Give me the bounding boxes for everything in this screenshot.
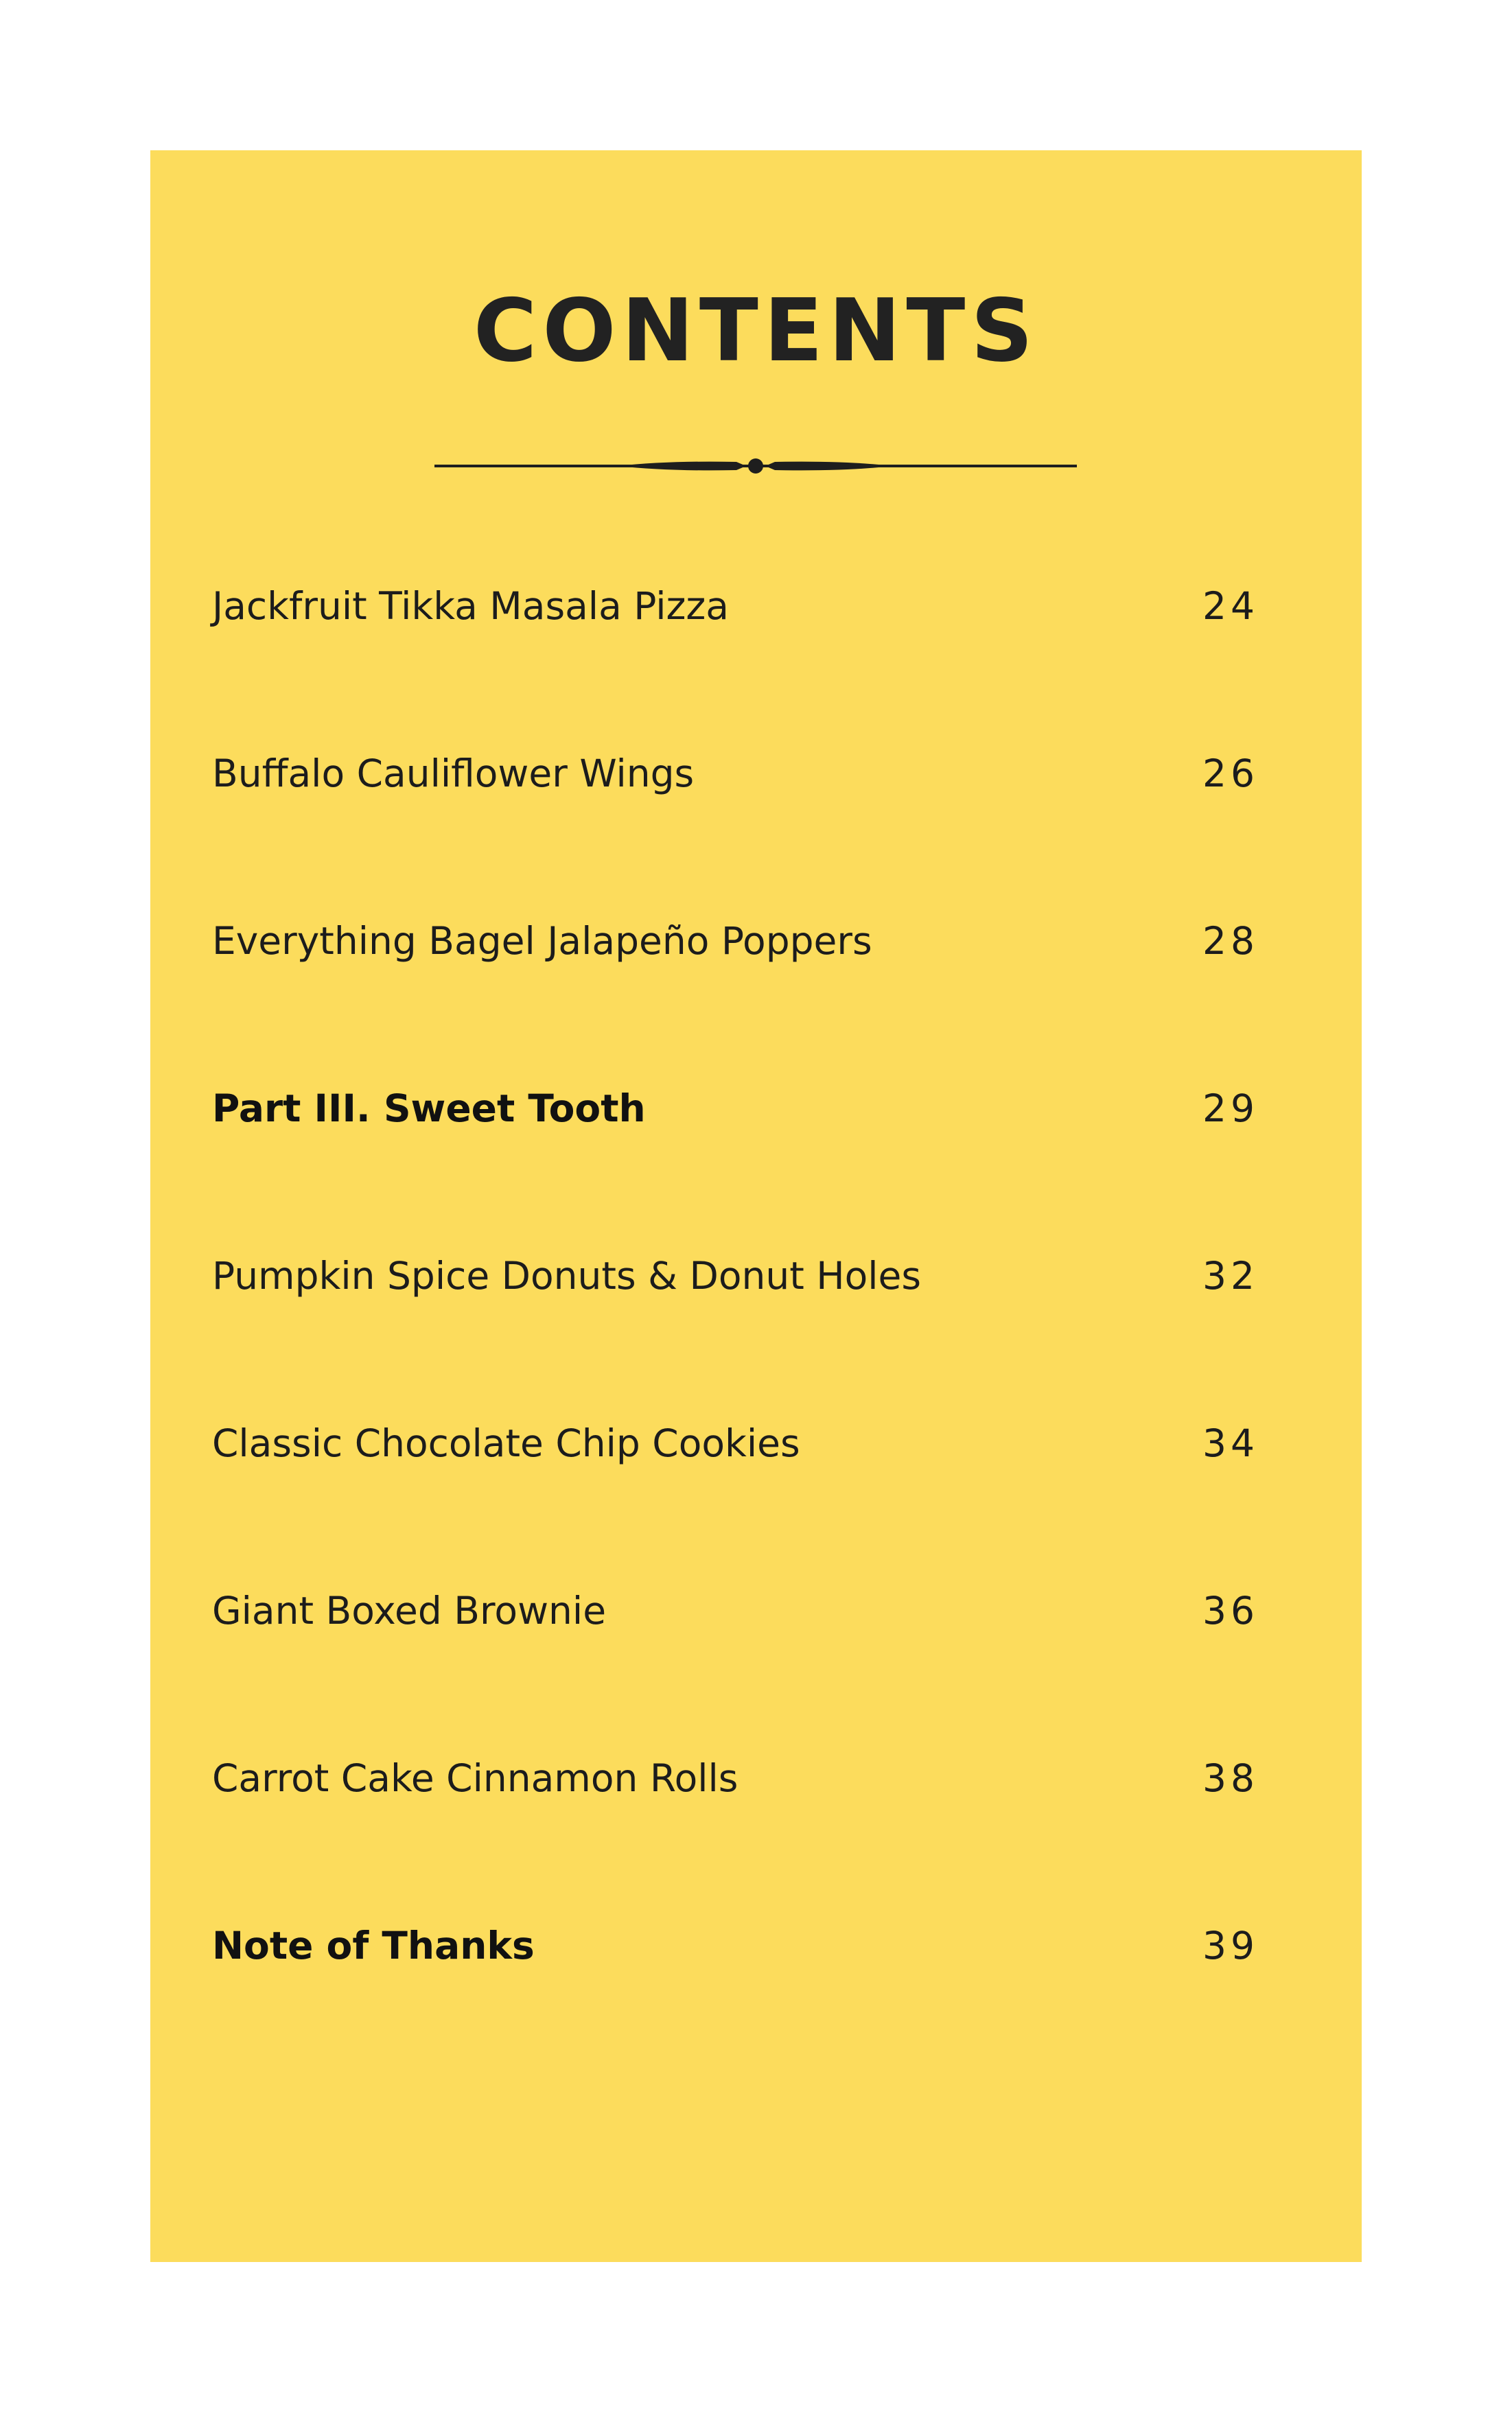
entry-page-number: 39 bbox=[1202, 1924, 1259, 1968]
contents-entry[interactable] bbox=[212, 918, 1259, 1086]
entry-title: Jackfruit Tikka Masala Pizza bbox=[212, 584, 729, 628]
page-title: CONTENTS bbox=[473, 280, 1039, 381]
entry-title: Pumpkin Spice Donuts & Donut Holes bbox=[212, 1254, 922, 1298]
contents-entry[interactable] bbox=[212, 751, 1259, 918]
contents-entry[interactable] bbox=[212, 1421, 1259, 1588]
entry-title: Note of Thanks bbox=[212, 1924, 535, 1968]
entry-title: Buffalo Cauliflower Wings bbox=[212, 751, 695, 795]
contents-entry[interactable] bbox=[212, 1253, 1259, 1421]
entry-title: Everything Bagel Jalapeño Poppers bbox=[212, 919, 872, 963]
entry-page-number: 24 bbox=[1202, 584, 1259, 628]
entry-title: Carrot Cake Cinnamon Rolls bbox=[212, 1756, 738, 1800]
entry-title: Part III. Sweet Tooth bbox=[212, 1086, 646, 1130]
entry-page-number: 34 bbox=[1202, 1421, 1259, 1465]
entry-page-number: 38 bbox=[1202, 1756, 1259, 1800]
entry-page-number: 28 bbox=[1202, 919, 1259, 963]
entry-page-number: 32 bbox=[1202, 1254, 1259, 1298]
contents-section-heading[interactable] bbox=[212, 1086, 1259, 1253]
contents-section-heading[interactable] bbox=[212, 1923, 1259, 2090]
ornamental-divider bbox=[434, 452, 1077, 480]
contents-entry[interactable] bbox=[212, 1588, 1259, 1756]
entry-title: Classic Chocolate Chip Cookies bbox=[212, 1421, 800, 1465]
contents-entry[interactable] bbox=[212, 583, 1259, 751]
contents-list bbox=[212, 583, 1259, 2090]
contents-panel bbox=[150, 150, 1362, 2262]
contents-entry[interactable] bbox=[212, 1756, 1259, 1923]
entry-page-number: 26 bbox=[1202, 751, 1259, 795]
entry-title: Giant Boxed Brownie bbox=[212, 1589, 607, 1633]
entry-page-number: 29 bbox=[1202, 1086, 1259, 1130]
entry-page-number: 36 bbox=[1202, 1589, 1259, 1633]
